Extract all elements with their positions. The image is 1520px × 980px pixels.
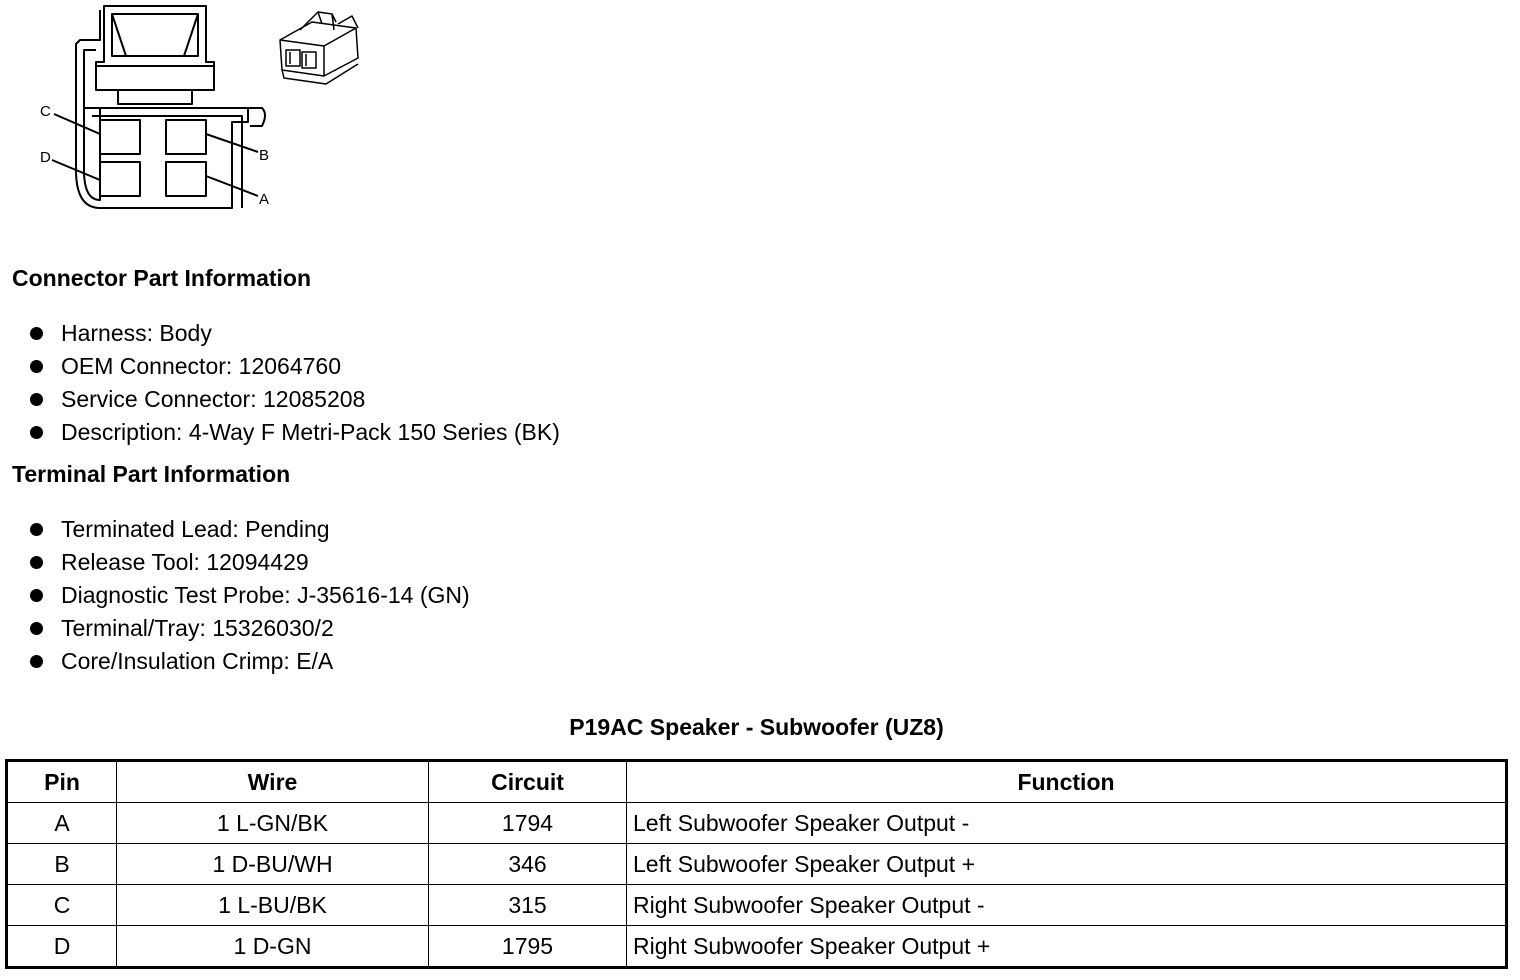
cavity-a	[166, 162, 206, 196]
cell-function: Right Subwoofer Speaker Output -	[627, 885, 1507, 926]
pin-label-d: D	[40, 149, 51, 166]
terminal-info-heading: Terminal Part Information	[12, 461, 291, 487]
list-item: Terminated Lead: Pending	[28, 513, 470, 546]
cell-pin: C	[7, 885, 117, 926]
cell-function: Right Subwoofer Speaker Output +	[627, 926, 1507, 968]
cell-wire: 1 L-BU/BK	[117, 885, 429, 926]
pin-table	[5, 759, 1508, 969]
pin-label-a: A	[259, 191, 270, 208]
table-row	[7, 803, 1507, 844]
cell-circuit: 315	[429, 885, 627, 926]
header-wire: Wire	[117, 761, 429, 803]
header-function: Function	[627, 761, 1507, 803]
cell-circuit: 1795	[429, 926, 627, 968]
connector-info-list	[28, 317, 560, 449]
bullet-icon	[30, 523, 43, 536]
list-item: Release Tool: 12094429	[28, 546, 470, 579]
bullet-icon	[30, 589, 43, 602]
table-row	[7, 885, 1507, 926]
cavity-b	[166, 120, 206, 154]
connector-diagram	[0, 0, 380, 225]
cell-pin: D	[7, 926, 117, 968]
terminal-info-list	[28, 513, 470, 678]
pin-label-c: C	[40, 103, 51, 120]
list-item: Description: 4-Way F Metri-Pack 150 Series (BK)	[28, 416, 560, 449]
header-circuit: Circuit	[429, 761, 627, 803]
list-item: Core/Insulation Crimp: E/A	[28, 645, 470, 678]
bullet-icon	[30, 327, 43, 340]
connector-info-heading: Connector Part Information	[12, 265, 312, 291]
table-row	[7, 844, 1507, 885]
list-item: Service Connector: 12085208	[28, 383, 560, 416]
pin-label-b: B	[259, 147, 270, 164]
list-item: Diagnostic Test Probe: J-35616-14 (GN)	[28, 579, 470, 612]
cell-wire: 1 D-BU/WH	[117, 844, 429, 885]
cell-circuit: 1794	[429, 803, 627, 844]
cell-pin: A	[7, 803, 117, 844]
cell-function: Left Subwoofer Speaker Output +	[627, 844, 1507, 885]
list-item: OEM Connector: 12064760	[28, 350, 560, 383]
bullet-icon	[30, 622, 43, 635]
table-row	[7, 926, 1507, 968]
table-header-row	[7, 761, 1507, 803]
cavity-d	[100, 162, 140, 196]
list-item: Harness: Body	[28, 317, 560, 350]
cell-wire: 1 L-GN/BK	[117, 803, 429, 844]
bullet-icon	[30, 556, 43, 569]
list-item: Terminal/Tray: 15326030/2	[28, 612, 470, 645]
cavity-c	[100, 120, 140, 154]
bullet-icon	[30, 655, 43, 668]
cell-pin: B	[7, 844, 117, 885]
table-title: P19AC Speaker - Subwoofer (UZ8)	[569, 714, 944, 740]
connector-isometric-view	[280, 12, 358, 84]
bullet-icon	[30, 360, 43, 373]
bullet-icon	[30, 426, 43, 439]
header-pin: Pin	[7, 761, 117, 803]
cell-function: Left Subwoofer Speaker Output -	[627, 803, 1507, 844]
cell-circuit: 346	[429, 844, 627, 885]
cell-wire: 1 D-GN	[117, 926, 429, 968]
bullet-icon	[30, 393, 43, 406]
